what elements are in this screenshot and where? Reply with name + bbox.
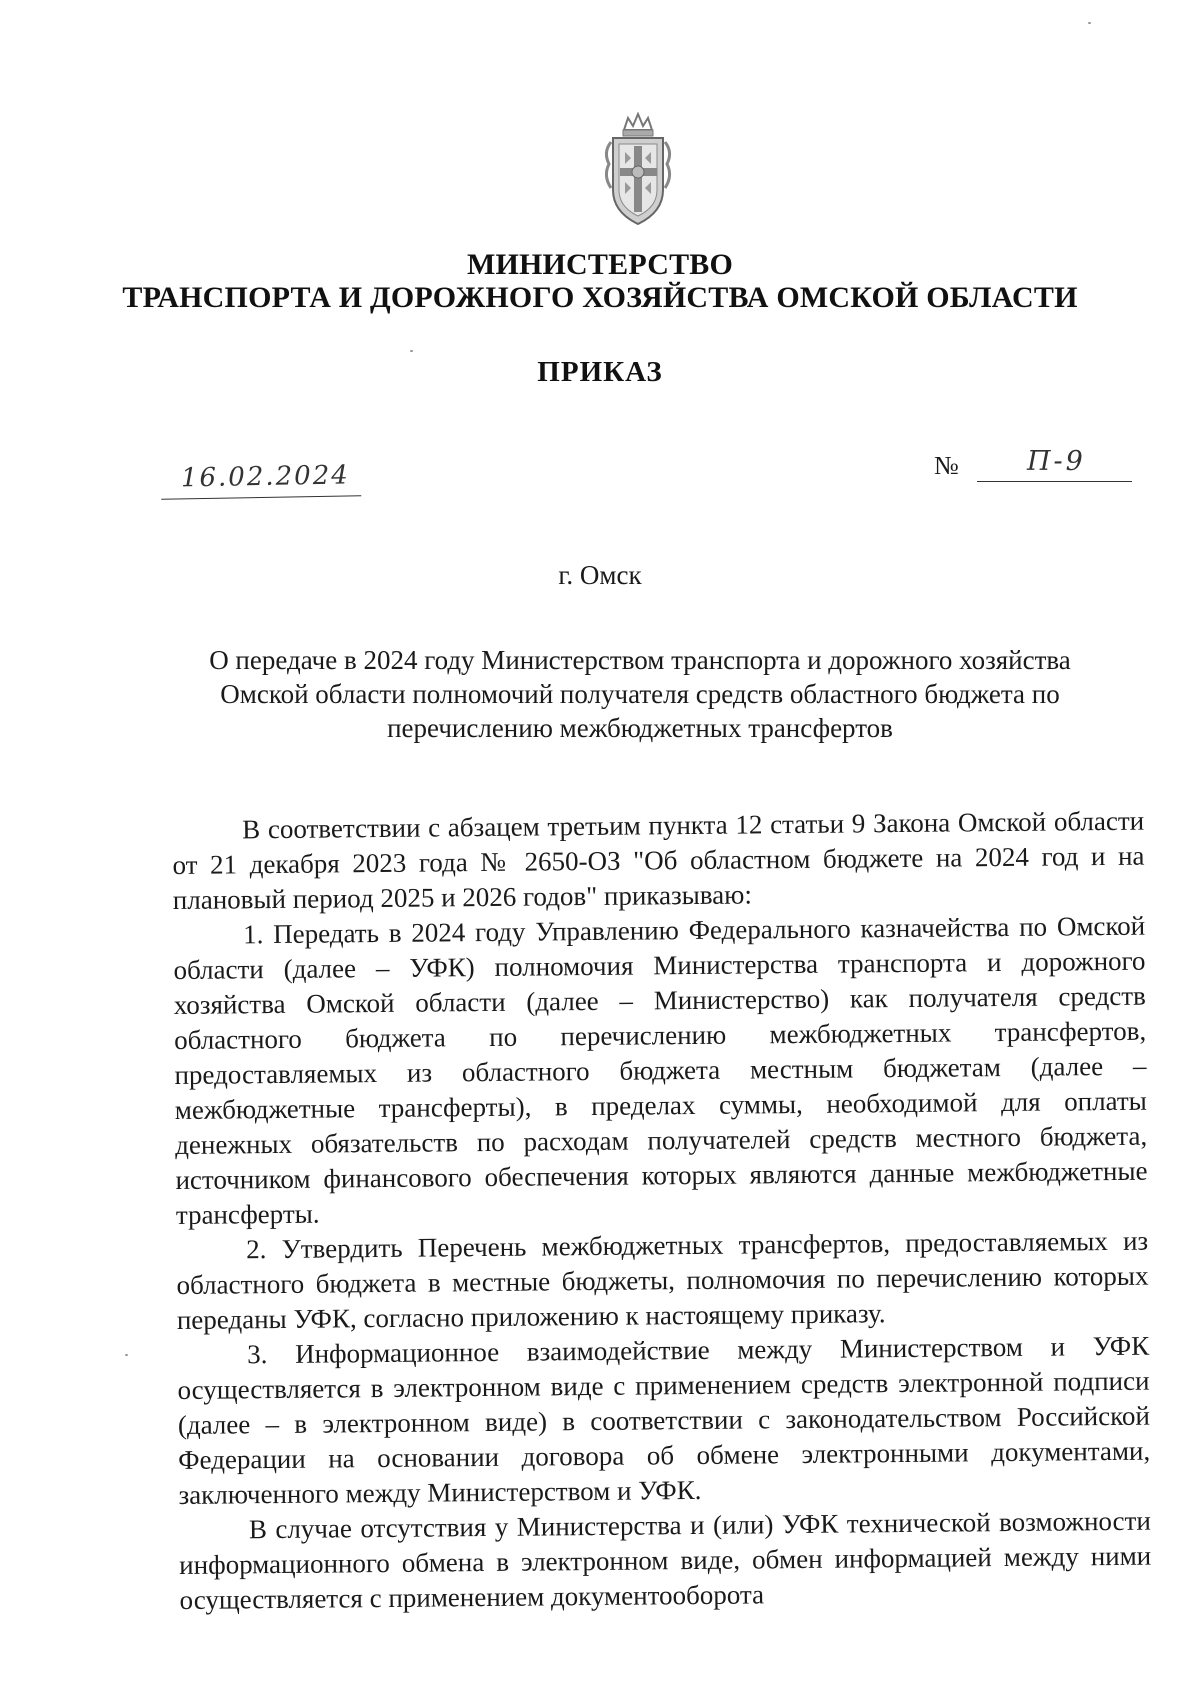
order-subject: О передаче в 2024 году Министерством транспорта и дорожного хозяйства Омской области полномочий получателя средств областного бюджета по перечислению межбюджетных трансфертов (209, 645, 1071, 743)
order-number-value: П-9 (1027, 446, 1086, 477)
scan-speck (1088, 22, 1091, 24)
order-number (977, 446, 1132, 486)
order-date (161, 460, 362, 503)
paragraph-item-2: 2. Утвердить Перечень межбюджетных трансфертов, предоставляемых из областного бюджета в местные бюджеты, полномочия по перечислению которых переданы УФК, согласно приложению к настоящему приказу. (176, 1225, 1149, 1335)
scan-speck (410, 350, 413, 352)
scan-speck (125, 1354, 128, 1356)
ministry-title-line1: МИНИСТЕРСТВО (466, 248, 734, 281)
number-underline (977, 481, 1132, 482)
city: г. Омск (558, 560, 642, 590)
order-date-value: 16.02.2024 (180, 460, 351, 494)
order-body (172, 804, 1152, 1618)
document-type-title: ПРИКАЗ (537, 356, 663, 388)
paragraph-item-3-continued: В случае отсутствия у Министерства и (или) УФК технической возможности информационного обмена в электронном виде, обмен информацией между ними осуществляется с применением документооборота (179, 1505, 1152, 1615)
coat-of-arms-emblem (597, 112, 679, 228)
paragraph-item-1: 1. Передать в 2024 году Управлению Федерального казначейства по Омской области (далее – УФК) полномочия Министерства транспорта и дорожного хозяйства Омской области (далее – Министерство) как получателя средств областного бюджета по перечислению межбюджетных трансфертов, предоставляемых из областного бюджета местным бюджетам (далее – межбюджетные трансферты), в пределах суммы, необходимой для оплаты денежных обязательств по расходам получателей средств местного бюджета, источником финансового обеспечения которых являются данные межбюджетные трансферты. (173, 910, 1148, 1230)
paragraph-item-3: 3. Информационное взаимодействие между Министерством и УФК осуществляется в электронном виде с применением средств электронной подписи (далее – в электронном виде) в соответствии с законодательством Российской Федерации на основании договора об обмене электронными документами, заключенного между Министерством и УФК. (177, 1330, 1151, 1510)
date-underline (161, 495, 361, 499)
order-number-label: № (934, 451, 959, 480)
paragraph-preamble: В соответствии с абзацем третьим пункта 12 статьи 9 Закона Омской области от 21 декабря 2023 года № 2650-ОЗ "Об областном бюджете на 2024 год и на плановый период 2025 и 2026 годов" приказываю: (172, 805, 1145, 915)
ministry-title-line2: ТРАНСПОРТА И ДОРОЖНОГО ХОЗЯЙСТВА ОМСКОЙ ОБЛАСТИ (122, 281, 1078, 314)
